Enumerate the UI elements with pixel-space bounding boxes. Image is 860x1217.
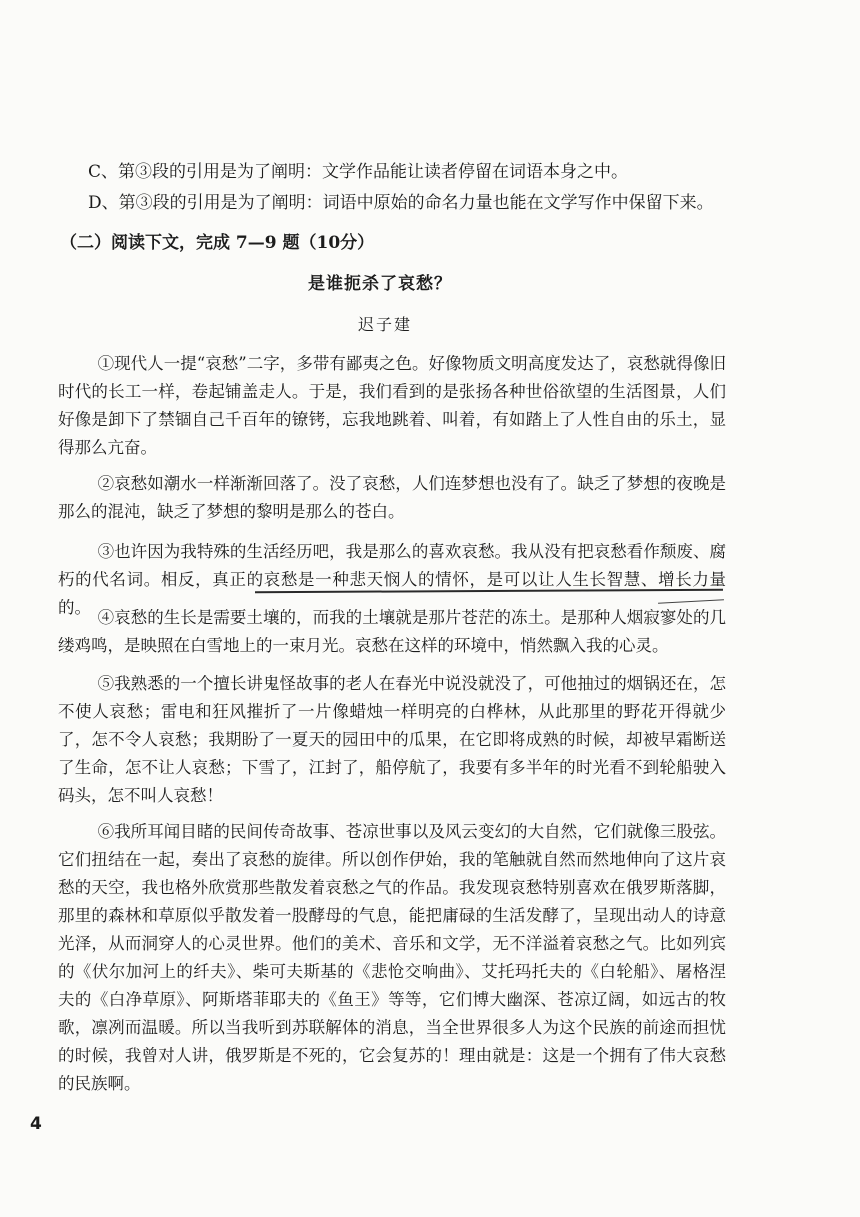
article-author: 迟子建: [357, 315, 412, 334]
paragraph-1: ①现代人一提“哀愁”二字，多带有鄙夷之色。好像物质文明高度发达了，哀愁就得像旧时代的长工一样，卷起铺盖走人。于是，我们看到的是张扬各种世俗欲望的生活图景，人们好像是卸下了禁锢自己千百年的镣铐，忘我地跳着、叫着，有如踏上了人性自由的乐土，显得那么亢奋。: [58, 354, 726, 457]
paragraph-3: ③也许因为我特殊的生活经历吧，我是那么的喜欢哀愁。我从没有把哀愁看作颓废、腐朽的代名词。相反，真正的哀愁是一种悲天悯人的情怀，是可以让人生长智慧、增长力量的。: [58, 542, 726, 617]
paragraph-5: ⑤我熟悉的一个擅长讲鬼怪故事的老人在春光中说没就没了，可他抽过的烟锅还在，怎不使人哀愁；雷电和狂风摧折了一片像蜡烛一样明亮的白桦林，从此那里的野花开得就少了，怎不令人哀愁；我期盼了一夏天的园田中的瓜果，在它即将成熟的时候，却被早霜断送了生命，怎不让人哀愁；下雪了，江封了，船停航了，我要有多半年的时光看不到轮船驶入码头，怎不叫人哀愁！: [58, 674, 726, 805]
section-heading: （二）阅读下文，完成 7—9 题（10分）: [60, 233, 375, 253]
article-title: 是谁扼杀了哀愁？: [308, 274, 452, 294]
option-c: C、第③段的引用是为了阐明：文学作品能让读者停留在词语本身之中。: [88, 162, 629, 182]
option-d: D、第③段的引用是为了阐明：词语中原始的命名力量也能在文学写作中保留下来。: [88, 193, 714, 213]
paragraph-2: ②哀愁如潮水一样渐渐回落了。没了哀愁，人们连梦想也没有了。缺乏了梦想的夜晚是那么的混沌，缺乏了梦想的黎明是那么的苍白。: [58, 474, 726, 521]
page-number: 4: [30, 1114, 42, 1134]
paragraph-6: ⑥我所耳闻目睹的民间传奇故事、苍凉世事以及风云变幻的大自然，它们就像三股弦。它们扭结在一起，奏出了哀愁的旋律。所以创作伊始，我的笔触就自然而然地伸向了这片哀愁的天空，我也格外欣赏那些散发着哀愁之气的作品。我发现哀愁特别喜欢在俄罗斯落脚，那里的森林和草原似乎散发着一股酵母的气息，能把庸碌的生活发酵了，呈现出动人的诗意光泽，从而洞穿人的心灵世界。他们的美术、音乐和文学，无不洋溢着哀愁之气。比如列宾的《伏尔加河上的纤夫》、柴可夫斯基的《悲怆交响曲》、艾托玛托夫的《白轮船》、屠格涅夫的《白净草原》、阿斯塔菲耶夫的《鱼王》等等，它们博大幽深、苍凉辽阔，如远古的牧歌，凛冽而温暖。所以当我听到苏联解体的消息，当全世界很多人为这个民族的前途而担忧的时候，我曾对人讲，俄罗斯是不死的，它会复苏的！理由就是：这是一个拥有了伟大哀愁的民族啊。: [58, 822, 726, 1093]
paragraph-4: ④哀愁的生长是需要土壤的，而我的土壤就是那片苍茫的冻土。是那种人烟寂寥处的几缕鸡鸣，是映照在白雪地上的一束月光。哀愁在这样的环境中，悄然飘入我的心灵。: [58, 608, 726, 655]
